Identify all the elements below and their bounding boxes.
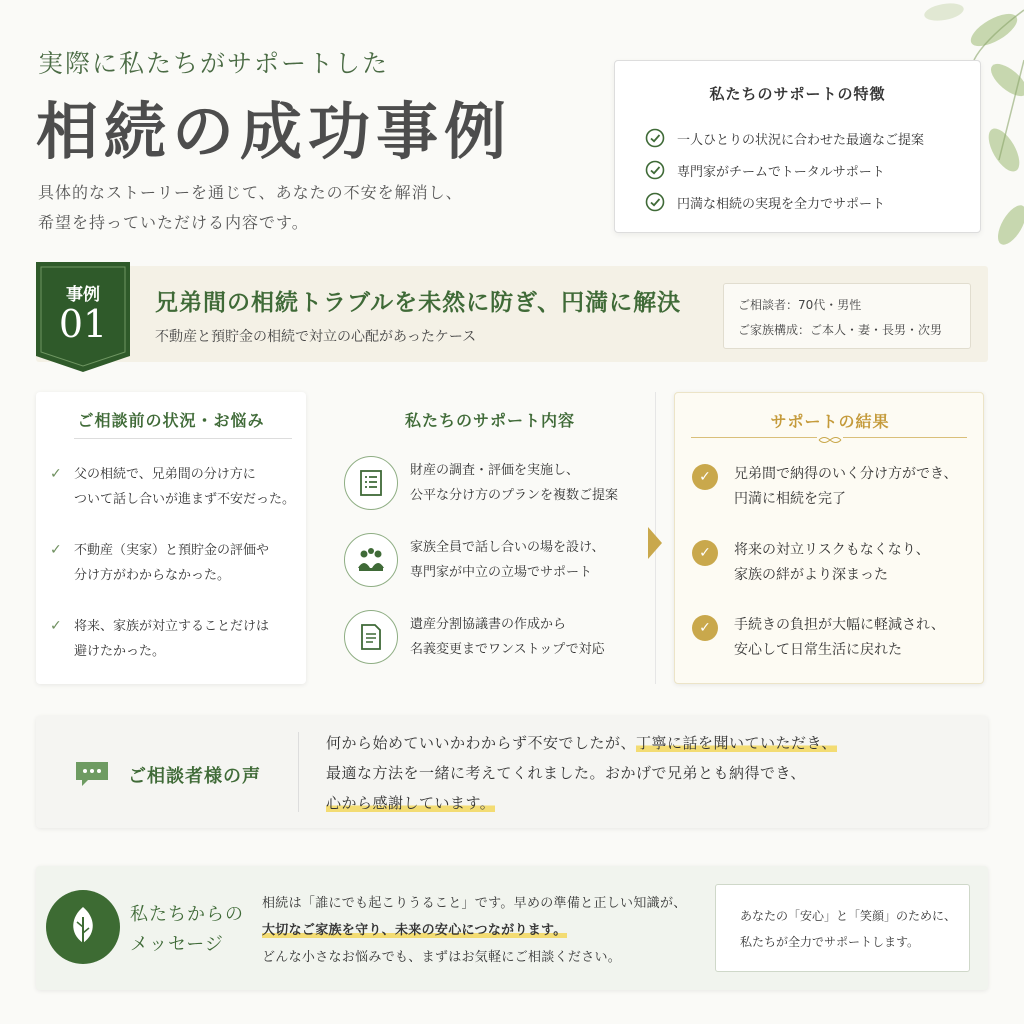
document-icon — [344, 610, 398, 664]
features-title: 私たちのサポートの特徴 — [709, 85, 886, 103]
speech-bubble-icon — [74, 760, 110, 788]
document-list-icon — [344, 456, 398, 510]
support-item: 遺産分割協議書の作成から 名義変更までワンストップで対応 — [344, 610, 605, 664]
check-circle-icon — [645, 160, 665, 180]
leaf-icon — [46, 890, 120, 964]
lead-text: 具体的なストーリーを通じて、あなたの不安を解消し、 希望を持っていただける内容です。 — [38, 183, 463, 232]
check-circle-icon: ✓ — [692, 464, 718, 490]
result-title: サポートの結果 — [770, 412, 890, 431]
case-title: 兄弟間の相続トラブルを未然に防ぎ、円満に解決 — [155, 289, 682, 316]
family-info: ご家族構成：ご本人・妻・長男・次男 — [738, 323, 943, 337]
feature-item: 専門家がチームでトータルサポート — [645, 154, 980, 186]
arrow-right-icon — [648, 527, 662, 559]
feature-item: 円満な相続の実現を全力でサポート — [645, 186, 980, 218]
check-icon: ✓ — [50, 542, 62, 558]
page-title: 相続の成功事例 — [36, 95, 513, 168]
result-item: ✓ 手続きの負担が大幅に軽減され、 安心して日常生活に戻れた — [692, 613, 945, 663]
case-info-box — [723, 283, 971, 349]
issue-item: ✓ 父の相続で、兄弟間の分け方に ついて話し合いが進まず不安だった。 — [50, 462, 295, 512]
result-item: ✓ 将来の対立リスクもなくなり、 家族の絆がより深まった — [692, 538, 930, 588]
check-icon: ✓ — [50, 618, 62, 634]
support-item: 財産の調査・評価を実施し、 公平な分け方のプランを複数ご提案 — [344, 456, 618, 510]
ornament-icon — [817, 431, 843, 443]
divider — [74, 438, 292, 439]
support-item: 家族全員で話し合いの場を設け、 専門家が中立の立場でサポート — [344, 533, 604, 587]
eyebrow-text: 実際に私たちがサポートした — [38, 49, 390, 78]
case-badge — [36, 262, 130, 372]
check-icon: ✓ — [50, 466, 62, 482]
case-badge-number: 01 — [58, 302, 108, 346]
client-info: ご相談者：70代・男性 — [738, 298, 862, 312]
before-title: ご相談前の状況・お悩み — [77, 411, 265, 430]
features-box — [614, 60, 981, 233]
voice-title: ご相談者様の声 — [128, 766, 261, 787]
message-title: 私たちからの メッセージ — [130, 904, 244, 955]
case-subtitle: 不動産と預貯金の相続で対立の心配があったケース — [155, 329, 477, 345]
people-meeting-icon — [344, 533, 398, 587]
message-text: 相続は「誰にでも起こりうること」です。早めの準備と正しい知識が、 大切なご家族を守り、未来の安心につながります。 どんな小さなお悩みでも、まずはお気軽にご相談ください。 — [262, 896, 687, 965]
check-circle-icon — [645, 128, 665, 148]
issue-item: ✓ 将来、家族が対立することだけは 避けたかった。 — [50, 614, 269, 664]
check-circle-icon: ✓ — [692, 615, 718, 641]
check-circle-icon — [645, 192, 665, 212]
support-title: 私たちのサポート内容 — [404, 411, 575, 430]
message-box: あなたの「安心」と「笑顔」のために、 私たちが全力でサポートします。 — [715, 884, 970, 972]
case-badge-label: 事例 — [66, 285, 100, 305]
feature-item: 一人ひとりの状況に合わせた最適なご提案 — [645, 122, 980, 154]
voice-text: 何から始めていいかわからず不安でしたが、丁寧に話を聞いていただき、 最適な方法を一緒に考えてくれました。おかげで兄弟とも納得でき、 心から感謝しています。 — [326, 734, 837, 812]
issue-item: ✓ 不動産（実家）と預貯金の評価や 分け方がわからなかった。 — [50, 538, 269, 588]
divider — [298, 732, 299, 812]
result-item: ✓ 兄弟間で納得のいく分け方ができ、 円満に相続を完了 — [692, 462, 957, 512]
check-circle-icon: ✓ — [692, 540, 718, 566]
